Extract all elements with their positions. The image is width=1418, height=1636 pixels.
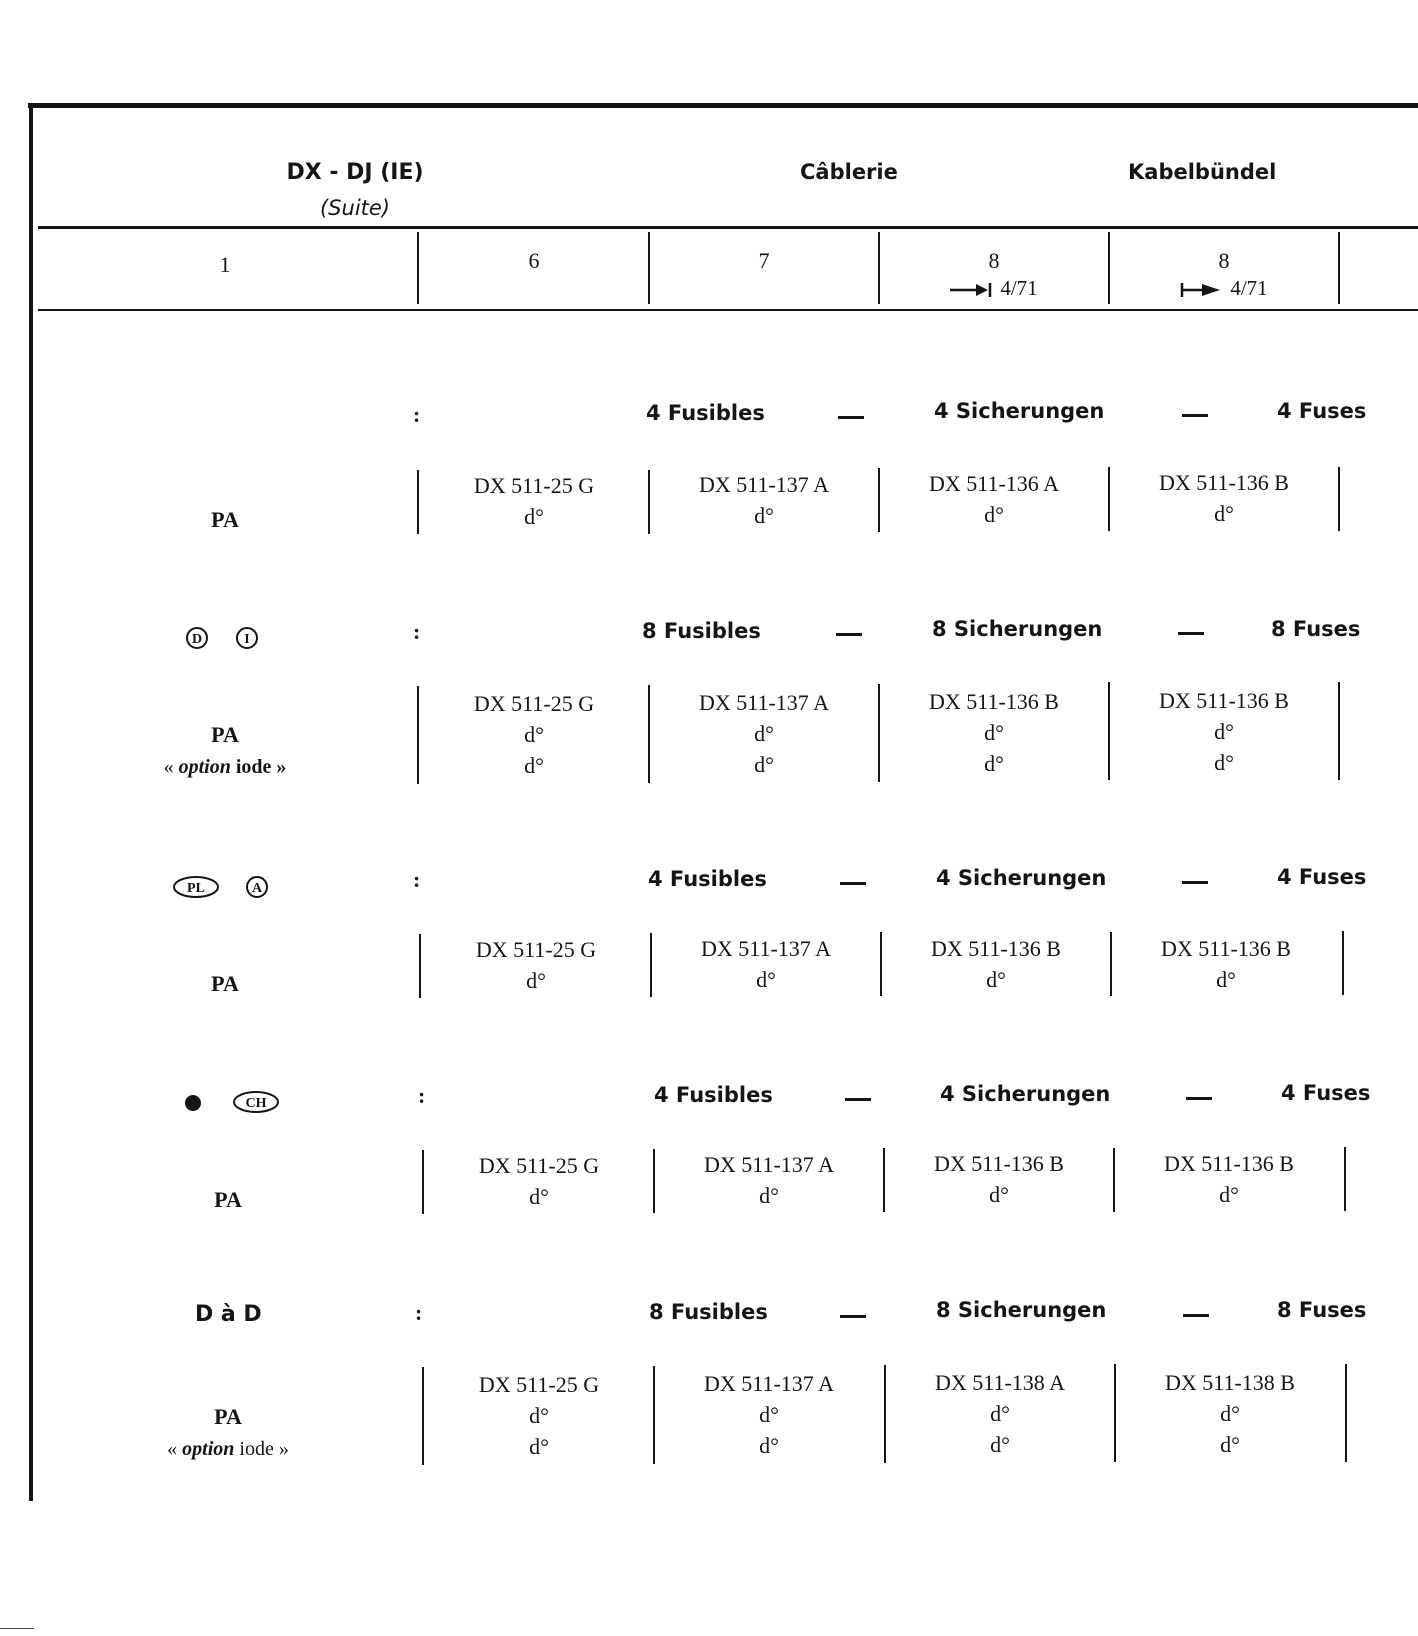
fuse-count-en: 4 Fuses [1281,1081,1371,1105]
dash-separator [1182,414,1208,417]
ditto: d° [759,1433,779,1458]
pa-label: PA [214,1187,242,1212]
part-cell [425,1150,653,1212]
fuse-count-fr: 8 Fusibles [642,619,761,643]
ditto: d° [524,504,544,529]
pa-label: PA [211,722,239,747]
ditto: d° [990,1401,1010,1426]
from-arrow-icon [1180,283,1224,297]
section-title-fr: Câblerie [800,160,898,184]
group-label [100,967,350,1000]
part-number: DX 511-137 A [704,1371,834,1396]
column-date [880,276,1108,301]
ditto: d° [529,1184,549,1209]
fuse-count-fr: 4 Fusibles [646,401,765,425]
country-symbols [150,1084,350,1124]
part-cell [1116,1367,1344,1460]
dash-separator [840,1315,866,1318]
country-mark-d-icon [185,626,209,650]
header-rule [38,226,1418,229]
part-number: DX 511-137 A [704,1152,834,1177]
group-label [100,718,350,784]
part-number: DX 511-136 B [929,689,1059,714]
cell-divider [417,470,419,534]
fuse-count-de: 4 Sicherungen [934,399,1105,423]
part-cell [420,688,648,781]
ditto: d° [759,1183,779,1208]
part-number: DX 511-137 A [699,472,829,497]
part-cell [420,470,648,532]
column-divider [417,232,419,304]
column-number: 7 [758,248,770,273]
column-header-8-until [880,248,1108,301]
country-mark-ch-icon [232,1090,280,1114]
cell-divider [1345,1364,1347,1462]
cell-divider [422,1150,424,1214]
column-header-8-from [1110,248,1338,301]
fuse-count-de: 4 Sicherungen [936,866,1107,890]
part-number: DX 511-137 A [699,690,829,715]
column-header-rule [38,309,1418,311]
part-cell [1112,933,1340,995]
until-arrow-icon [950,283,994,297]
ditto: d° [756,967,776,992]
cell-divider [422,1367,424,1465]
dash-separator [845,1098,871,1101]
group-colon: : [418,1083,426,1108]
part-number: DX 511-136 B [1159,688,1289,713]
ditto: d° [529,1434,549,1459]
ditto: d° [759,1402,779,1427]
fuse-count-en: 4 Fuses [1277,865,1367,889]
group-label [100,503,350,536]
cell-divider [1342,931,1344,995]
top-border-rule [28,103,1418,108]
ditto: d° [986,967,1006,992]
fuse-count-de: 4 Sicherungen [940,1082,1111,1106]
part-number: DX 511-138 B [1165,1370,1295,1395]
ditto: d° [1216,967,1236,992]
dash-separator [840,882,866,885]
ditto: d° [990,1432,1010,1457]
ditto: d° [1220,1401,1240,1426]
option-label: « option iode » [163,756,287,778]
ditto: d° [526,968,546,993]
column-header-7 [650,248,878,274]
part-cell [885,1148,1113,1210]
ditto: d° [1214,750,1234,775]
pa-label: PA [211,971,239,996]
part-cell [422,934,650,996]
part-number: DX 511-136 B [1161,936,1291,961]
column-number: 8 [1218,248,1230,273]
page-corner-mark [0,1628,34,1629]
pa-label: PA [214,1404,242,1429]
left-border-rule [29,106,33,1501]
group-colon: : [415,1300,423,1325]
fuse-count-de: 8 Sicherungen [932,617,1103,641]
dash-separator [1186,1097,1212,1100]
bullet-dot-icon [184,1094,202,1112]
cell-divider [417,686,419,784]
section-title-de: Kabelbündel [1128,160,1277,184]
column-header-1 [100,252,350,278]
cell-divider [419,934,421,998]
ditto: d° [1214,719,1234,744]
group-colon: : [413,402,421,427]
part-cell [1115,1148,1343,1210]
cell-divider [1338,682,1340,780]
ditto: d° [1219,1182,1239,1207]
country-mark-i-icon [235,626,259,650]
part-number: DX 511-136 B [934,1151,1064,1176]
part-number: DX 511-136 B [1159,470,1289,495]
ditto: d° [984,751,1004,776]
part-number: DX 511-25 G [475,937,597,962]
column-date [1110,276,1338,301]
part-number: DX 511-25 G [473,691,595,716]
cell-divider [1338,467,1340,531]
ditto: d° [1214,501,1234,526]
fuse-count-fr: 8 Fusibles [649,1300,768,1324]
part-number: DX 511-138 A [935,1370,1065,1395]
ditto: d° [754,503,774,528]
part-cell [652,933,880,995]
part-cell [655,1149,883,1211]
dash-separator [1182,881,1208,884]
svg-text:I: I [244,632,250,647]
part-number: DX 511-136 B [1164,1151,1294,1176]
group-label [103,1400,353,1466]
column-divider [1338,232,1340,304]
column-date-label: 4/71 [1000,276,1038,300]
dash-separator [1183,1314,1209,1317]
fuse-count-de: 8 Sicherungen [936,1298,1107,1322]
part-cell [650,469,878,531]
page-title: DX - DJ (IE) [286,160,424,185]
fuse-count-fr: 4 Fusibles [654,1083,773,1107]
ditto: d° [989,1182,1009,1207]
ditto: d° [529,1403,549,1428]
fuse-count-en: 8 Fuses [1271,617,1361,641]
dash-separator [838,416,864,419]
dash-separator [1178,632,1204,635]
svg-text:PL: PL [187,881,205,896]
ditto: d° [984,502,1004,527]
column-number: 8 [988,248,1000,273]
part-cell [655,1368,883,1461]
column-number: 6 [528,248,540,273]
ditto: d° [754,752,774,777]
part-number: DX 511-25 G [478,1153,600,1178]
fuse-count-en: 4 Fuses [1277,399,1367,423]
country-mark-pl-icon [172,875,220,899]
ditto: d° [1220,1432,1240,1457]
fuse-count-en: 8 Fuses [1277,1298,1367,1322]
svg-text:D: D [191,632,203,647]
svg-text:CH: CH [245,1096,267,1111]
column-header-6 [420,248,648,274]
part-cell [880,686,1108,779]
pa-label: PA [211,507,239,532]
part-cell [882,933,1110,995]
ditto: d° [524,753,544,778]
dash-separator [836,633,862,636]
part-number: DX 511-136 A [929,471,1059,496]
part-number: DX 511-137 A [701,936,831,961]
column-number: 1 [219,252,231,277]
part-cell [425,1369,653,1462]
group-colon: : [413,867,421,892]
part-number: DX 511-25 G [478,1372,600,1397]
group-colon: : [413,619,421,644]
option-label: « option iode » [167,1438,289,1460]
svg-text:A: A [251,881,263,896]
ditto: d° [754,721,774,746]
part-number: DX 511-25 G [473,473,595,498]
part-cell [1110,467,1338,529]
part-cell [880,468,1108,530]
column-date-label: 4/71 [1230,276,1268,300]
ditto: d° [984,720,1004,745]
group-label [103,1183,353,1216]
country-mark-a-icon [245,875,269,899]
country-symbols [150,868,350,908]
ditto: d° [524,722,544,747]
part-cell [886,1367,1114,1460]
page-subtitle: (Suite) [319,196,390,220]
country-symbols [150,620,350,660]
part-cell [650,687,878,780]
group-heading: D à D [195,1302,262,1327]
part-number: DX 511-136 B [931,936,1061,961]
fuse-count-fr: 4 Fusibles [648,867,767,891]
cell-divider [1344,1147,1346,1211]
part-cell [1110,685,1338,778]
